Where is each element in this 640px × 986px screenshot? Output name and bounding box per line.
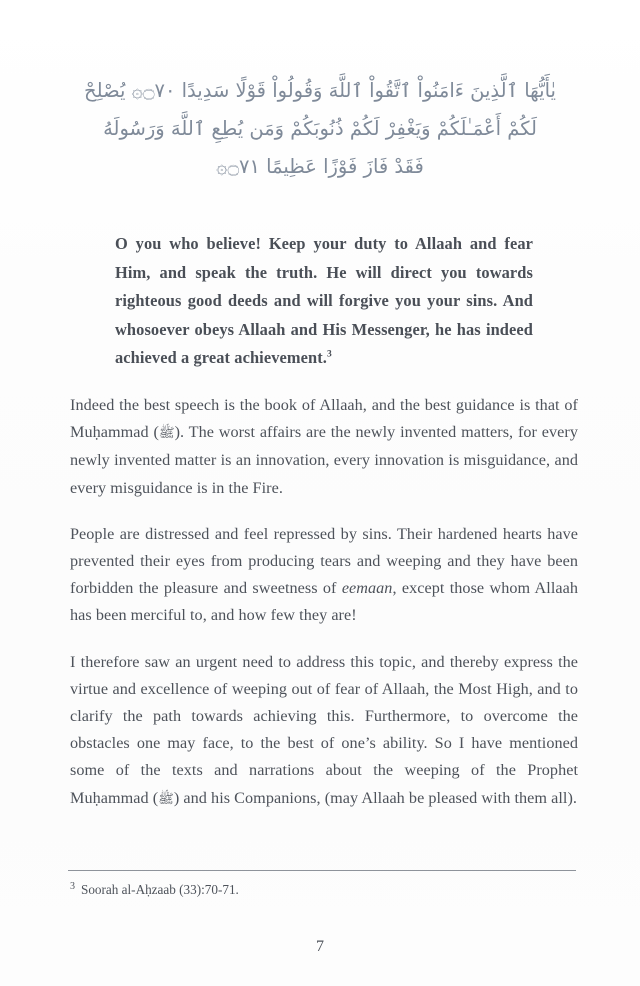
- body-text-block: [70, 392, 578, 813]
- footnote-marker: 3: [70, 880, 75, 892]
- text-run: ) and his Companions, (may Allaah be pleased with them all).: [173, 788, 577, 807]
- text-run: , except those whom Allaah has been merciful to, and how few they are!: [70, 579, 578, 625]
- text-run: ). The worst affairs are the newly invented matters, for every newly invented matter is an innovation, every innovation is misguidance, and every misguidance is in the Fire.: [70, 423, 579, 497]
- sallallahu-alayhi-wasallam-icon: ﷺ: [158, 426, 175, 442]
- text-run: Indeed the best speech is the book of Allaah, and the best guidance is that of Muḥammad (: [70, 396, 578, 442]
- text-run: People are distressed and feel repressed by sins. Their hardened hearts have prevented their eyes from producing tears and weeping and they have been forbidden the pleasure and sweetness of: [70, 524, 578, 598]
- arabic-verse-line-1: يٰأَيُّهَا ٱلَّذِينَ ءَامَنُواْ ٱتَّقُواْ ٱللَّهَ وَقُولُواْ قَوْلًا سَدِيدًا ۝٧٠۞ يُصْلِحْ: [84, 79, 556, 102]
- emphasised-term: eemaan: [341, 579, 393, 598]
- paragraph-people-distressed: [70, 521, 578, 630]
- sallallahu-alayhi-wasallam-icon: ﷺ: [158, 791, 174, 807]
- arabic-verse-line-3: فَقَدْ فَازَ فَوْزًا عَظِيمًا ۝٧١۞: [216, 155, 424, 178]
- text-run: I therefore saw an urgent need to address this topic, and thereby express the virtue and excellence of weeping out of fear of Allaah, the Most High, and to clarify the path towards achieving this. Furthermore, to overcome the obstacles one may face, to the best of one’s ability. So I have mentioned some of the texts and narrations about the weeping of the Prophet Muḥammad (: [70, 652, 578, 807]
- footnote-reference-marker[interactable]: 3: [326, 349, 332, 360]
- arabic-verse-line-2: لَكُمْ أَعْمَـٰلَكُمْ وَيَغْفِرْ لَكُمْ ذُنُوبَكُمْ وَمَن يُطِعِ ٱللَّهَ وَرَسُولَهُ: [103, 117, 537, 140]
- footnote-entry: [70, 880, 578, 899]
- verse-translation-text: [115, 230, 533, 372]
- arabic-verse-block: [70, 72, 570, 186]
- paragraph-urgent-need: [70, 649, 578, 813]
- page-number: 7: [316, 938, 324, 955]
- verse-translation-block: [115, 214, 533, 389]
- footnote-text: Soorah al-Aḥzaab (33):70-71.: [81, 882, 239, 897]
- verse-translation-body: O you who believe! Keep your duty to Allaah and fear Him, and speak the truth. He will direct you towards righteous good deeds and will forgive you your sins. And whosoever obeys Allaah and His Messenger, he has indeed achieved a great achievement.: [115, 234, 533, 368]
- footnote-separator-rule: [68, 870, 576, 871]
- paragraph-best-speech: [70, 392, 578, 502]
